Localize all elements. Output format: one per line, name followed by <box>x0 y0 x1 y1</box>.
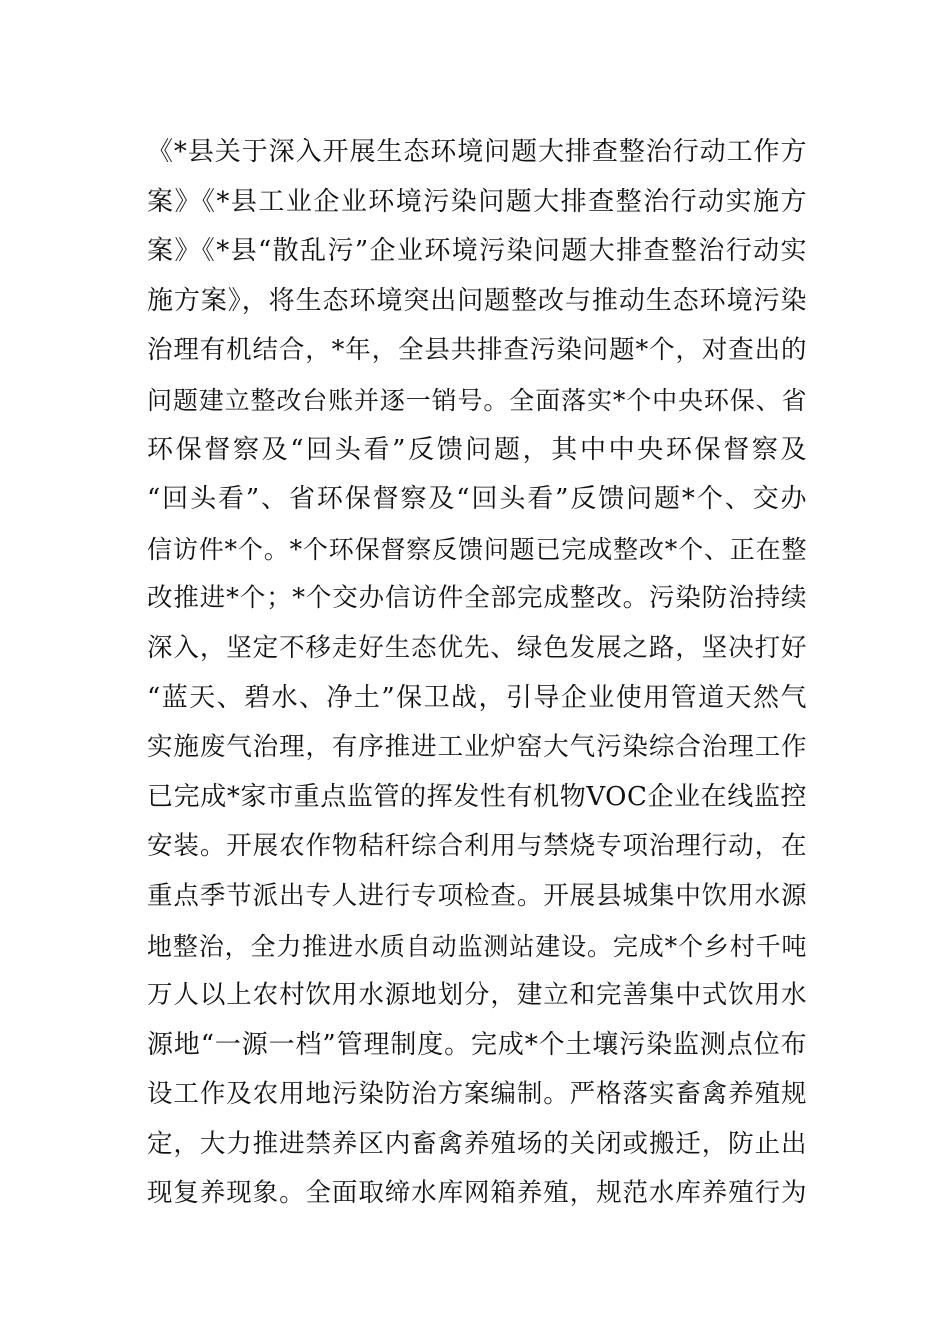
text-line: “回头看”、省环保督察及“回头看”反馈问题*个、交办 <box>147 484 807 515</box>
text-line: 现复养现象。全面取缔水库网箱养殖，规范水库养殖行为 <box>147 1178 807 1209</box>
text-line: 源地“一源一档”管理制度。完成*个土壤污染监测点位布 <box>147 1029 807 1060</box>
text-line: 万人以上农村饮用水源地划分，建立和完善集中式饮用水 <box>147 980 807 1011</box>
text-line: 施方案》，将生态环境突出问题整改与推动生态环境污染 <box>147 285 807 316</box>
text-line: 《*县关于深入开展生态环境问题大排查整治行动工作方 <box>147 137 807 167</box>
text-line: 治理有机结合，*年，全县共排查污染问题*个，对查出的 <box>147 335 807 366</box>
text-line: 案》《*县工业企业环境污染问题大排查整治行动实施方 <box>147 186 807 217</box>
text-line: 环保督察及“回头看”反馈问题，其中中央环保督察及 <box>147 434 807 465</box>
text-line: 设工作及农用地污染防治方案编制。严格落实畜禽养殖规 <box>147 1079 807 1110</box>
text-line: 实施废气治理，有序推进工业炉窑大气污染综合治理工作 <box>147 732 807 763</box>
body-paragraph <box>147 128 807 1219</box>
text-line: 地整治，全力推进水质自动监测站建设。完成*个乡村千吨 <box>147 931 807 961</box>
text-line: “蓝天、碧水、净土”保卫战，引导企业使用管道天然气 <box>147 682 807 713</box>
text-line: 已完成*家市重点监管的挥发性有机物VOC企业在线监控 <box>147 781 807 812</box>
text-line: 改推进*个；*个交办信访件全部完成整改。污染防治持续 <box>147 583 807 614</box>
text-line: 定，大力推进禁养区内畜禽养殖场的关闭或搬迁，防止出 <box>147 1128 807 1159</box>
text-line: 深入，坚定不移走好生态优先、绿色发展之路，坚决打好 <box>147 632 807 663</box>
text-line: 信访件*个。*个环保督察反馈问题已完成整改*个、正在整 <box>147 534 807 564</box>
text-line: 案》《*县“散乱污”企业环境污染问题大排查整治行动实 <box>147 236 807 267</box>
text-line: 重点季节派出专人进行专项检查。开展县城集中饮用水源 <box>147 880 807 911</box>
text-line: 安装。开展农作物秸秆综合利用与禁烧专项治理行动，在 <box>147 831 807 862</box>
text-line: 问题建立整改台账并逐一销号。全面落实*个中央环保、省 <box>147 385 807 415</box>
